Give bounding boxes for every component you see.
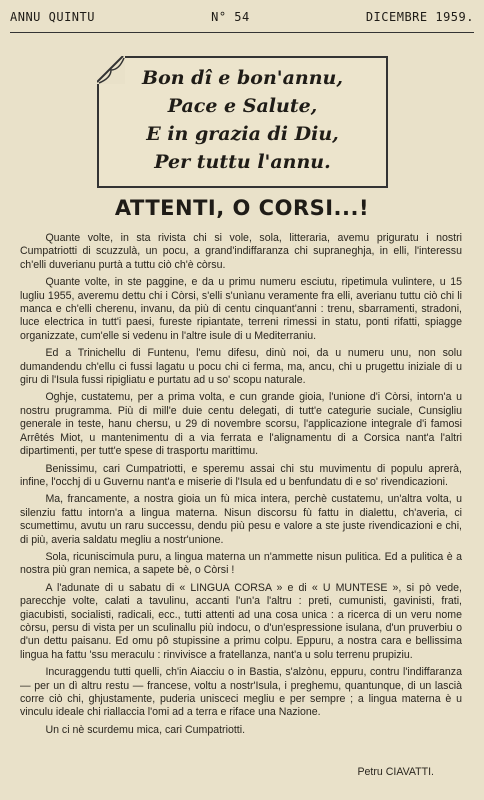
article-paragraph: Un ci nè scurdemu mica, cari Cumpatriotti. bbox=[45, 723, 246, 736]
header-volume: ANNU QUINTU bbox=[10, 10, 95, 24]
page-header bbox=[10, 10, 474, 30]
greeting-line: Per tuttu l'annu. bbox=[154, 151, 331, 173]
greeting-line: Pace e Salute, bbox=[167, 95, 318, 117]
article-paragraph: Quante volte, in sta rivista chi si vole, sola, litteraria, avemu priguratu i nostri Cumpatriotti di scuzzulà, un pocu, a grand'indiffaranza chi supraneghja, in elli, l'interessu ch'elli duverianu purtà a tuttu ciò ch'è còrsu. bbox=[20, 232, 462, 271]
article-paragraph: Sola, ricuniscimula puru, a lingua materna un n'ammette nisun pulitica. Ed a pulitica è a nostra più gran nemica, a sapete bè, o Còrsi ! bbox=[20, 550, 462, 577]
article-body bbox=[20, 232, 462, 741]
article-signature: Petru CIAVATTI. bbox=[357, 766, 434, 778]
article-paragraph: Benissimu, cari Cumpatriotti, e speremu assai chi stu muvimentu di populu aprerà, infine, l'occhj di u Guvernu nant'a e miserie di l'Isula ed u benfundatu di e so' rivendicazioni. bbox=[20, 462, 462, 488]
article-title: ATTENTI, O CORSI...! bbox=[114, 196, 370, 220]
header-divider bbox=[10, 32, 474, 33]
article-paragraph: A l'adunate di u sabatu di « LINGUA CORSA » e di « U MUNTESE », si pò vede, parecchje volte, calati a tavulinu, accanti l'un'a l'altru : preti, cumunisti, gavinisti, frati, giacubisti, socialisti, radicali, ecc., tutti attenti ad una cosa unica : a ricerca di un veru nome còrsu, persu di vista per un sculinallu più indocu, o d'un'espressione isulana, d'un pruverbiu o d'un dettu paisanu. Ed omu pô stupissine a primu colpu. Eppuru, a nostra cara e bellissima lingua ha fattu 'ssu meraculu : rinvivisce a fratellanza, nant'a u solu terrenu prupiziu. bbox=[20, 581, 462, 661]
article-paragraph: Ed a Trinichellu di Funtenu, l'emu difesu, dinù noi, da u numeru unu, non solu dumandendu ch'ellu ci fussi lagatu u pocu chi ci ferma, ma, ancu, chi u prugettu iniziale di u giru di l'Isula fussi ripigliatu e purtatu ad u so' scopu naturale. bbox=[20, 347, 462, 387]
article-paragraph: Oghje, custatemu, per a prima volta, e cun grande gioia, l'unione d'i Còrsi, intorn'a u nostru prugramma. Più di mill'e duie centu delegati, di tutt'e categurie suciale, Cunsigliu generale in teste, hanu chersu, u 29 di novembre scorsu, l'applicazione integrale d'i famosi Arrêtés Miot, u mantenimentu di a via ferrata e l'alignamentu di a Corsica nant'a l'altri dipartimenti, per tutt'e spese di trasportu marittimu. bbox=[20, 391, 462, 458]
greeting-text bbox=[99, 64, 386, 176]
greeting-box bbox=[97, 56, 388, 188]
header-issue-number: N° 54 bbox=[211, 10, 250, 24]
article-paragraph: Incuraggendu tutti quelli, ch'in Aiacciu o in Bastia, s'alzònu, eppuru, contru l'indiffaranza — per un dì altru restu — francese, voltu a nostr'Isula, i preghemu, quantunque, di un lascià corre ciò chi, ghjustamente, puderia unisceci megliu e per sempre ; a lingua materna è u vinculu ideale chi riallaccia l'omi ad a terra e riface una Nazione. bbox=[20, 666, 462, 719]
article-paragraph: Ma, francamente, a nostra gioia un fù mica intera, perchè custatemu, un'altra volta, u silenziu fattu intorn'a a lingua materna. Nisun discorsu fù fattu in dialettu, ch'averia, ci scumettimu, avutu un raru successu, dendu più pesu e valore a ste juste rivendicazioni e chi, di più, averia saldatu megliu a nostr'unione. bbox=[20, 493, 462, 546]
greeting-line: E in grazia di Diu, bbox=[146, 123, 339, 145]
article-paragraph: Quante volte, in ste paggine, e da u primu numeru esciutu, ripetimula vulintere, u 15 lugliu 1955, averemu dettu chi i Còrsi, s'elli s'unìanu veramente fra elli, averianu tuttu ciò chi li manca e ch'elli cherenu, invanu, da più di centu cinquant'anni : trenu, sbarramenti, stradoni, luce electrica in tutt'i paesi, fureste ripiantate, terreni rimessi in statu, ponti rifatti, spiagge organizzate, cum'elle si vedenu in l'altre isule di u Mediterraniu. bbox=[20, 276, 462, 342]
header-date: DICEMBRE 1959. bbox=[365, 10, 474, 24]
greeting-line: Bon dî e bon'annu, bbox=[142, 67, 343, 89]
